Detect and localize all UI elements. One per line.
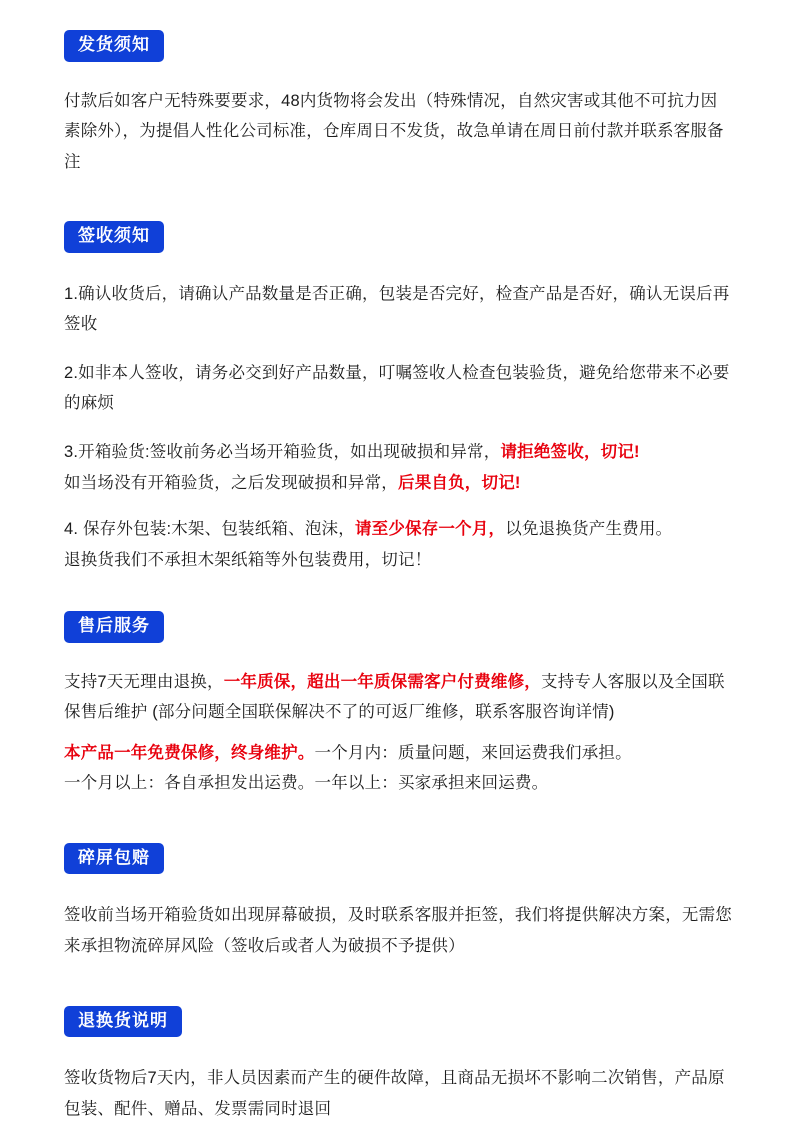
section-shipping-notice [0, 30, 790, 177]
text-run-highlight: 请至少保存一个月， [354, 520, 506, 539]
section-title-receipt-notice: 签收须知 [64, 221, 164, 253]
paragraph [64, 900, 732, 961]
text-run: 2.如非本人签收，请务必交到好产品数量，叮嘱签收人检查包装验货，避免给您带来不必要的麻烦 [64, 363, 730, 413]
paragraph [64, 667, 732, 728]
text-run: 付款后如客户无特殊要要求，48内货物将会发出（特殊情况，自然灾害或其他不可抗力因素除外），为提倡人性化公司标准，仓库周日不发货，故急单请在周日前付款并联系客服备注 [64, 91, 724, 171]
text-run: 支持7天无理由退换， [64, 672, 224, 691]
section-screen-break-warranty [0, 843, 790, 962]
text-run-highlight: 一年质保，超出一年质保需客户付费维修， [223, 672, 541, 691]
paragraph [64, 358, 732, 419]
section-body-receipt-notice [64, 279, 732, 575]
text-run: 如当场没有开箱验货，之后发现破损和异常， [64, 473, 398, 492]
section-title-after-sales: 售后服务 [64, 611, 164, 643]
paragraph [64, 514, 732, 575]
section-receipt-notice [0, 221, 790, 575]
paragraph [64, 86, 732, 178]
text-run: 以免退换货产生费用。 退换货我们不承担木架纸箱等外包装费用，切记！ [64, 520, 673, 569]
text-run: 4. 保存外包装:木架、包装纸箱、泡沫， [64, 520, 355, 539]
section-title-screen-break-warranty: 碎屏包赔 [64, 843, 164, 875]
section-body-after-sales [64, 667, 732, 799]
section-body-return-policy [64, 1063, 732, 1124]
text-run: 签收前当场开箱验货如出现屏幕破损，及时联系客服并拒签，我们将提供解决方案，无需您来承担物流碎屏风险（签收后或者人为破损不予提供） [64, 906, 732, 955]
section-after-sales [0, 611, 790, 799]
paragraph [64, 1063, 732, 1124]
paragraph [64, 437, 732, 498]
text-run: 1.确认收货后，请确认产品数量是否正确，包装是否完好，检查产品是否好，确认无误后再签收 [64, 284, 730, 334]
paragraph [64, 738, 732, 799]
section-body-screen-break-warranty [64, 900, 732, 961]
text-run-highlight: 后果自负，切记! [398, 473, 521, 492]
text-run-highlight: 请拒绝签收，切记! [500, 442, 640, 461]
section-return-policy [0, 1006, 790, 1125]
section-title-return-policy: 退换货说明 [64, 1006, 182, 1038]
paragraph [64, 279, 732, 340]
text-run-highlight: 本产品一年免费保修，终身维护。 [64, 743, 315, 762]
section-body-shipping-notice [64, 86, 732, 178]
text-run: 一个月内：质量问题，来回运费我们承担。 一个月以上：各自承担发出运费。一年以上：买家承担来回运费。 [64, 743, 632, 793]
text-run: 3.开箱验货:签收前务必当场开箱验货，如出现破损和异常， [64, 442, 501, 461]
text-run: 支持专人客服以及全国联保售后维护 (部分问题全国联保解决不了的可返厂维修，联系客服咨询详情) [64, 672, 725, 722]
section-title-shipping-notice: 发货须知 [64, 30, 164, 62]
text-run: 签收货物后7天内，非人员因素而产生的硬件故障，且商品无损坏不影响二次销售，产品原包装、配件、赠品、发票需同时退回 [64, 1069, 725, 1118]
